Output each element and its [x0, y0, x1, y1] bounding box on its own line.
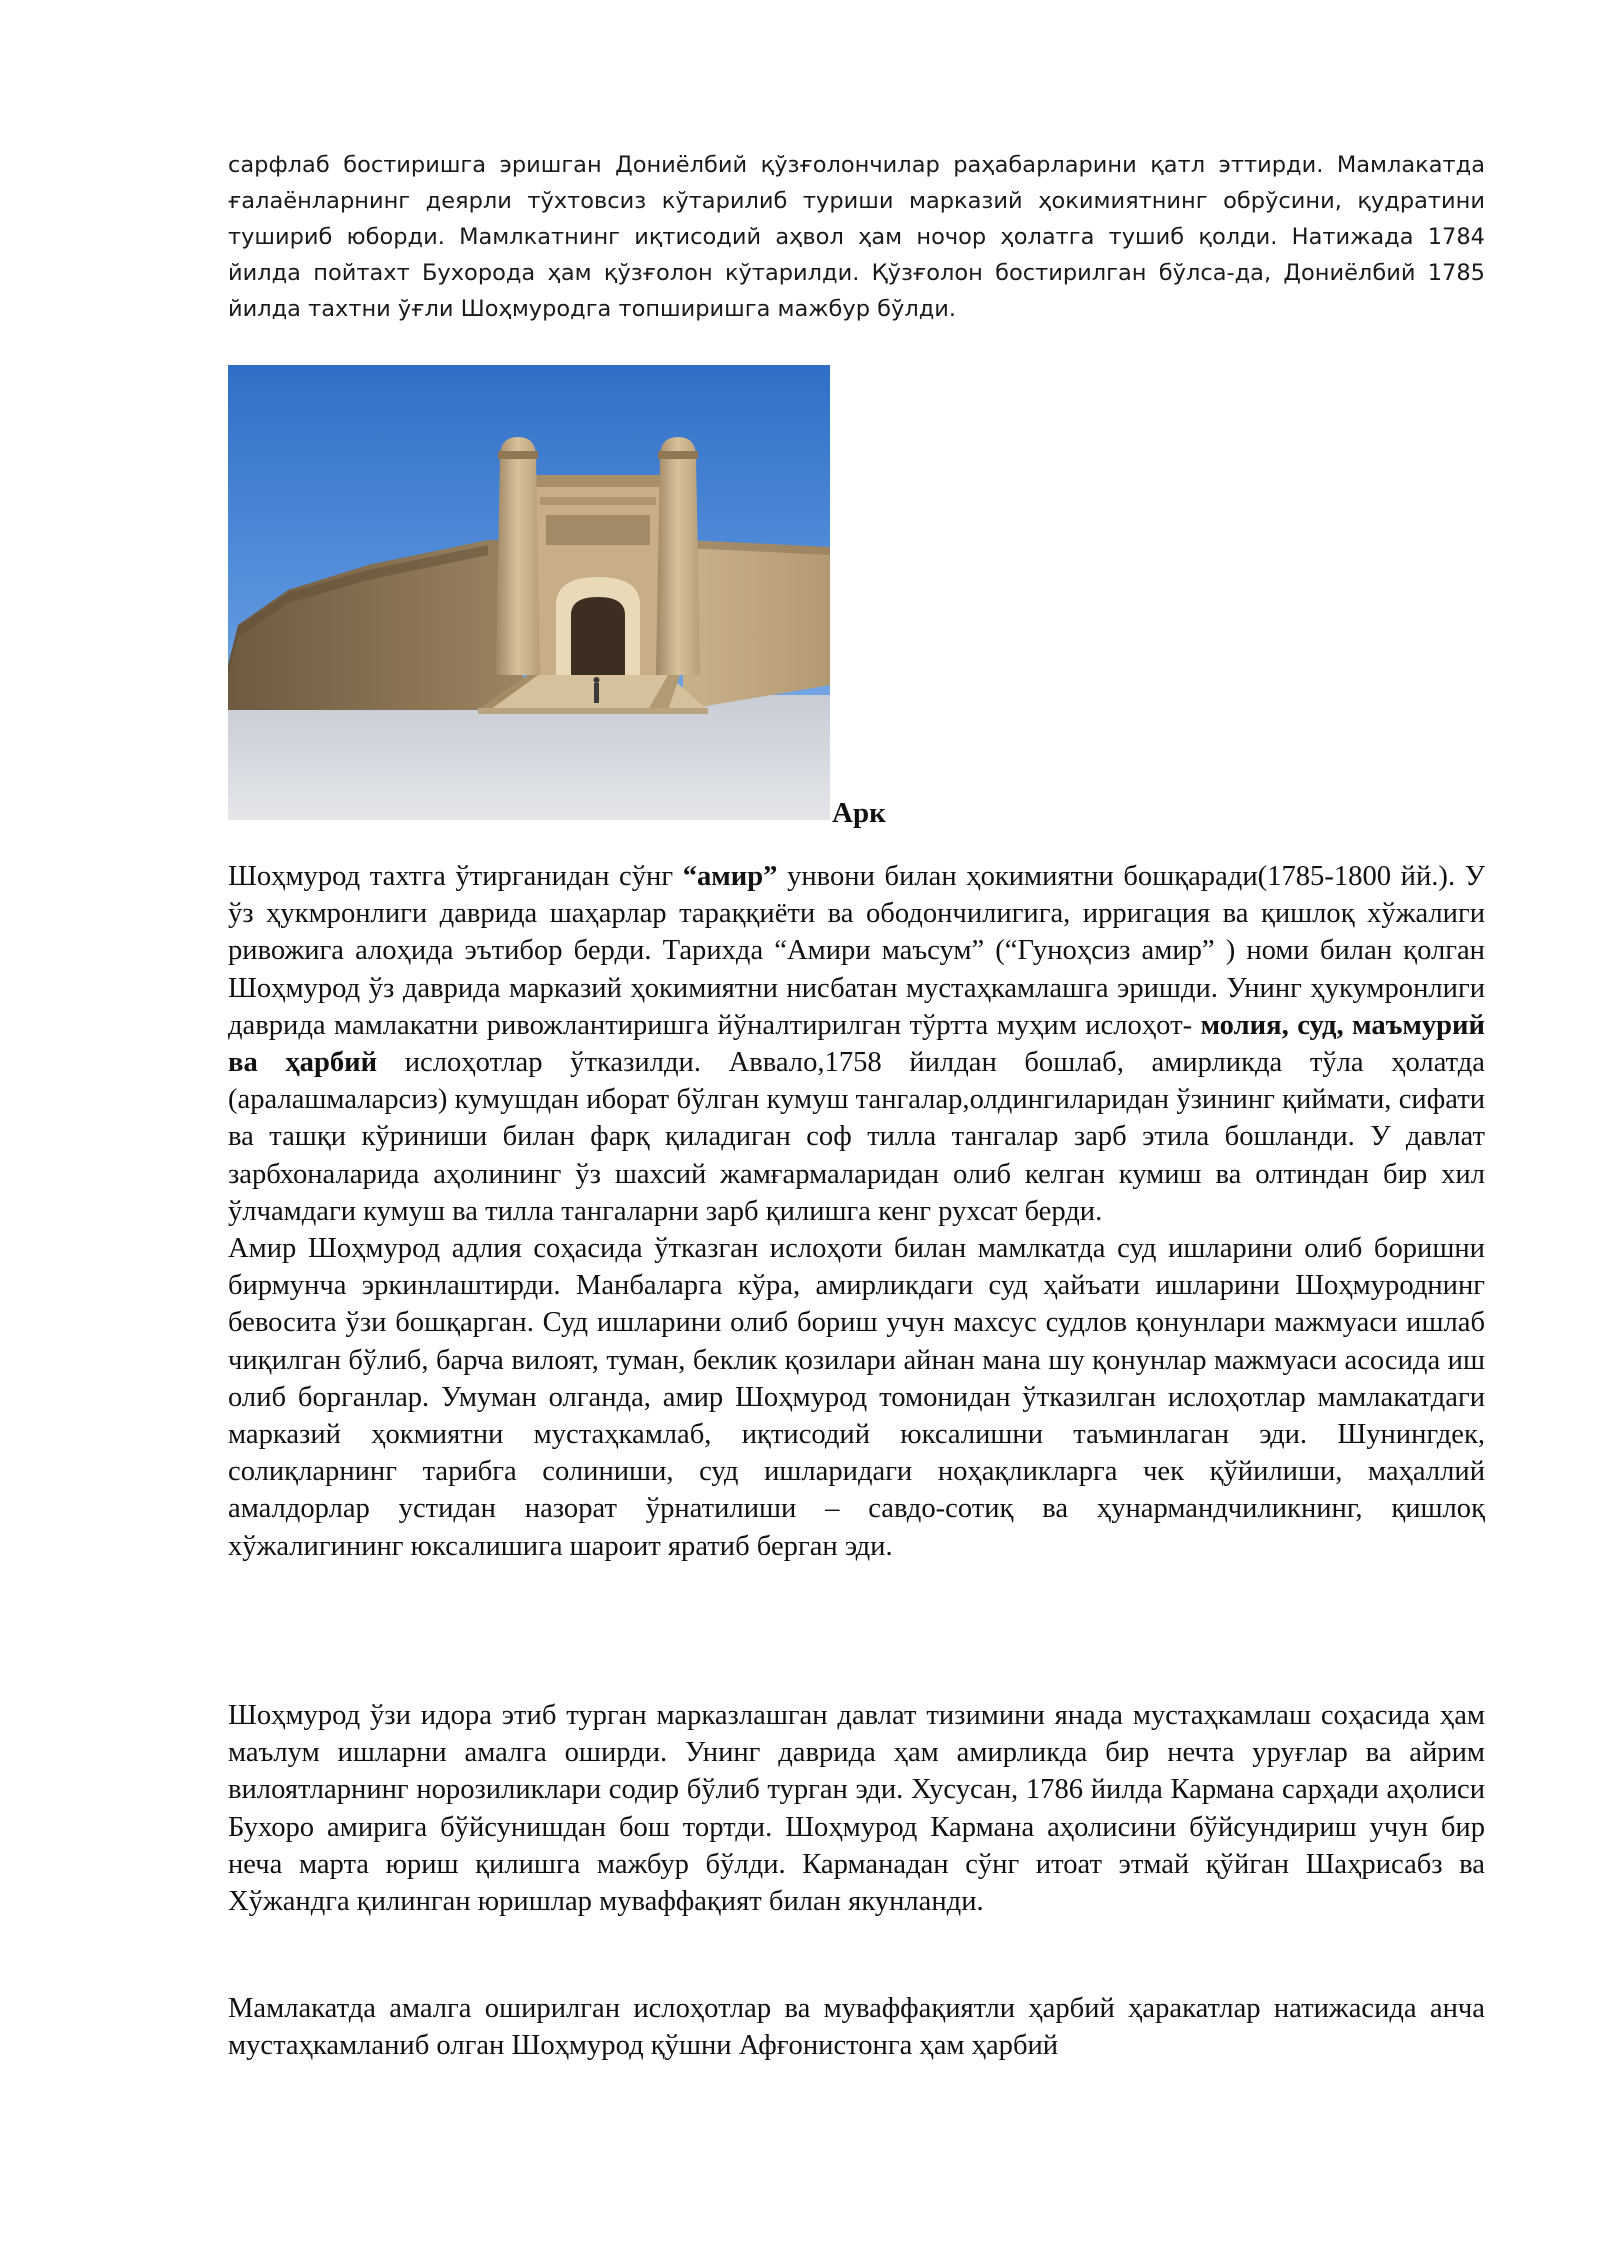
body-paragraph-3: Шоҳмурод ўзи идора этиб турган марказлашган давлат тизимини янада мустаҳкамлаш соҳасида ҳам маълум ишларни амалга оширди. Унинг даврида ҳам амирликда бир нечта уруғлар ва айрим вилоятларнинг норозиликлари содир бўлиб турган эди. Хусусан, 1786 йилда Кармана сарҳади аҳолиси Бухоро амирига бўйсунишдан бош тортди. Шоҳмурод Кармана аҳолисини бўйсундириш учун бир неча марта юриш қилишга мажбур бўлди. Карманадан сўнг итоат этмай қўйган Шаҳрисабз ва Хўжандга қилинган юришлар муваффақият билан якунланди.	[228, 1700, 1485, 1918]
p1-text-end: ислоҳотлар ўтказилди. Аввало,1758 йилдан бошлаб, амирликда тўла ҳолатда (аралашмаларсиз) кумушдан иборат бўлган кумуш тангалар,олдингиларидан ўзининг қиймати, сифати ва ташқи кўриниши билан фарқ қиладиган соф тилла тангалар зарб этила бошланди. У давлат зарбхоналарида аҳолининг ўз шахсий жамғармаларидан олиб келган кумиш ва олтиндан бир хил ўлчамдаги кумуш ва тилла тангаларни зарб қилишга кенг рухсат берди.	[228, 1047, 1485, 1227]
p1-text-start: Шоҳмурод тахтга ўтирганидан сўнг	[228, 861, 683, 892]
body-paragraph-4: Мамлакатда амалга оширилган ислоҳотлар ва муваффақиятли ҳарбий ҳаракатлар натижасида анча мустаҳкамланиб олган Шоҳмурод қўшни Афғонистонга ҳам ҳарбий	[228, 1993, 1485, 2062]
intro-paragraph: сарфлаб бостиришга эришган Дониёлбий қўзғолончилар раҳабарларини қатл эттирди. Мамлакатда ғалаёнларнинг деярли тўхтовсиз кўтарилиб туриши марказий ҳокимиятнинг обрўсини, қудратини тушириб юборди. Мамлкатнинг иқтисодий аҳвол ҳам ночор ҳолатга тушиб қолди. Натижада 1784 йилда пойтахт Бухорода ҳам қўзғолон кўтарилди. Қўзғолон бостирилган бўлса-да, Дониёлбий 1785 йилда тахтни ўғли Шоҳмуродга топширишга мажбур бўлди.	[228, 152, 1485, 322]
body-paragraph-1	[228, 858, 1485, 1565]
figure-caption: Арк	[832, 797, 886, 829]
ark-figure	[228, 365, 928, 829]
amir-title-bold: “амир”	[682, 861, 778, 892]
ark-fortress-photo	[228, 365, 830, 820]
reforms-list-bold: молия, суд, маъмурий ва ҳарбий	[228, 1009, 1485, 1079]
p1-text-middle: унвони билан ҳокимиятни бошқаради(1785-1800 йй.). У ўз ҳукмронлиги даврида шаҳарлар тараққиёти ва ободончилигига, ирригация ва қишлоқ хўжалиги ривожига алоҳида эътибор берди. Тарихда “Амири маъсум” (“Гуноҳсиз амир” ) номи билан қолган Шоҳмурод ўз даврида марказий ҳокимиятни нисбатан мустаҳкамлашга эришди. Унинг ҳукумронлиги даврида мамлакатни ривожлантиришга йўналтирилган тўртта муҳим ислоҳот-	[228, 861, 1485, 1041]
body-paragraph-2: Амир Шоҳмурод адлия соҳасида ўтказган ислоҳоти билан мамлкатда суд ишларини олиб боришни бирмунча эркинлаштирди. Манбаларга кўра, амирликдаги суд ҳайъати ишларини Шоҳмуроднинг бевосита ўзи бошқарган. Суд ишларини олиб бориш учун махсус судлов қонунлари мажмуаси ишлаб чиқилган бўлиб, барча вилоят, туман, беклик қозилари айнан мана шу қонунлар мажмуаси асосида иш олиб борганлар. Умуман олганда, амир Шоҳмурод томонидан ўтказилган ислоҳотлар мамлакатдаги марказий ҳокмиятни мустаҳкамлаб, иқтисодий юксалишни таъминлаган эди. Шунингдек, солиқларнинг тарибга солиниши, суд ишларидаги ноҳақликларга чек қўйилиши, маҳаллий амалдорлар устидан назорат ўрнатилиши – савдо-сотиқ ва ҳунармандчиликнинг, қишлоқ хўжалигининг юксалишига шароит яратиб берган эди.	[228, 1233, 1485, 1562]
